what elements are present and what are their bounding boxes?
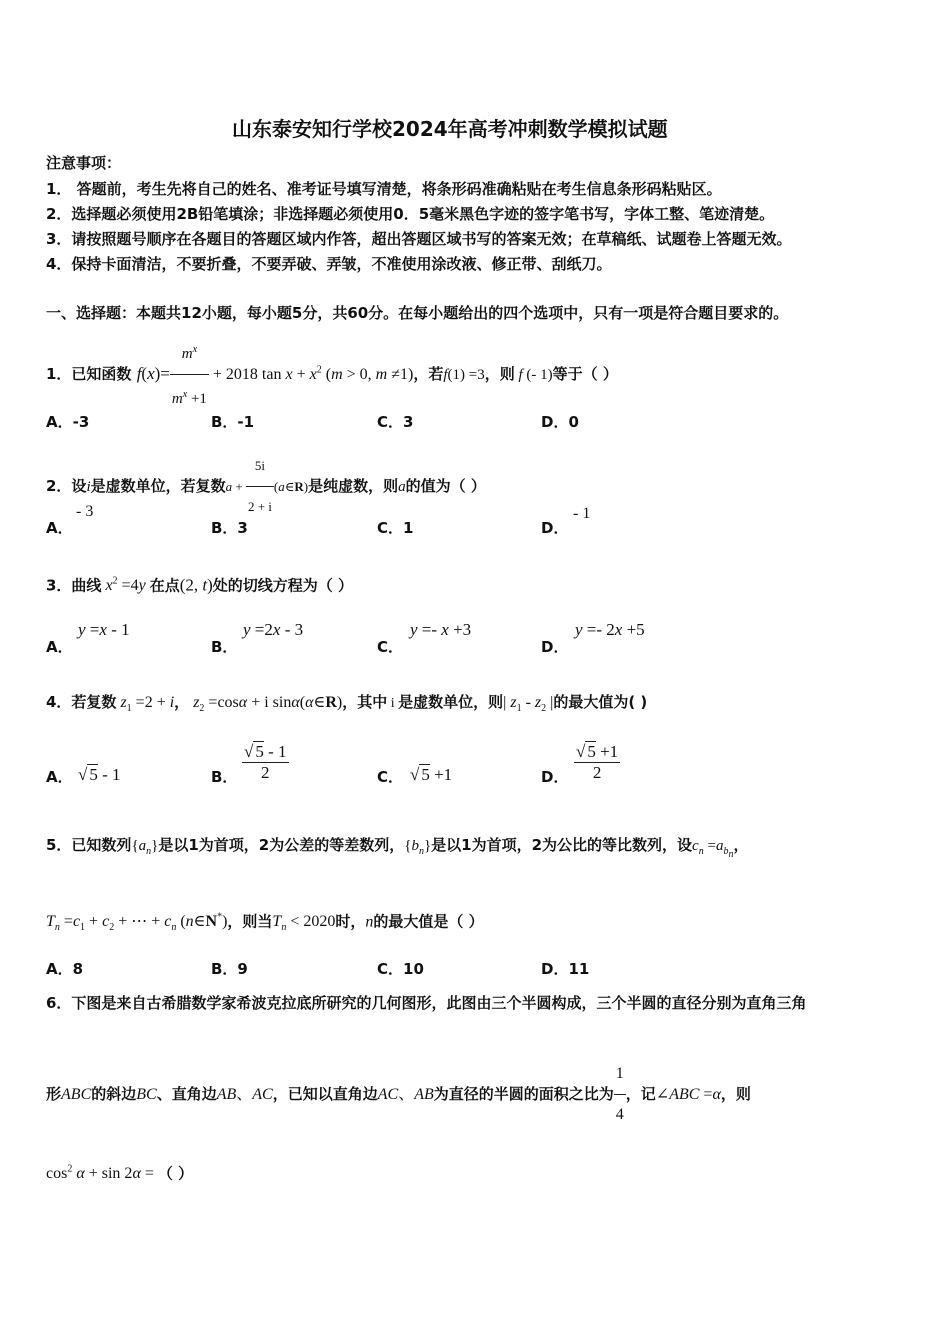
option-d-formula: $\frac{√ 5 +1}{2}$ — [576, 742, 619, 782]
question-5: 5．已知数列$\{a_n\}$是以1为首项，2为公差的等差数列，$\{b_n\}$是以1为首项，2为公比的等比数列，设$c_n =a_{b_n}$， — [46, 836, 749, 860]
notice-item: 1． 答题前，考生先将自己的姓名、准考证号填写清楚，将条形码准确粘贴在考生信息条形码粘贴区。 — [46, 180, 722, 198]
option-c-formula: y =- x +3 — [410, 620, 472, 639]
question-6-line3: $\cos^2 \alpha + \sin 2\alpha$ = （ ） — [46, 1164, 194, 1183]
option-b: B． — [211, 638, 238, 656]
option-d: D．0 — [541, 413, 579, 431]
option-a: A．-3 — [46, 413, 90, 431]
option-c: C． — [377, 768, 404, 786]
option-d: D． — [541, 638, 569, 656]
question-3: 3．曲线 $x^2 =4y$ 在点(2, t)处的切线方程为（ ） — [46, 575, 354, 595]
question-1: 1．已知函数 f(x)= $\frac{m^x}{m^x +1}$ + 2018 $\tan x + x^2$ (m > 0, m ≠1)，若f(1) =3，则 f (- 1)等于（ ） — [46, 330, 618, 419]
option-a-formula: y =x - 1 — [78, 620, 130, 639]
option-d-formula: y =- 2x +5 — [575, 620, 645, 639]
option-a-value: - 3 — [76, 503, 94, 520]
option-c-formula: √ 5 +1 — [410, 765, 453, 784]
option-b-formula: $\frac{√ 5 - 1}{2}$ — [244, 742, 287, 782]
option-a: A． — [46, 638, 73, 656]
option-c: C． — [377, 638, 404, 656]
page-title: 山东泰安知行学校2024年高考冲刺数学模拟试题 — [232, 117, 668, 141]
question-2: 2．设i是虚数单位，若复数a + $\frac{5i}{2 + i}$ (a∈R)是纯虚数，则a的值为（ ） — [46, 446, 486, 527]
option-b: B．3 — [211, 519, 248, 537]
option-c: C．1 — [377, 519, 414, 537]
notice-heading: 注意事项： — [46, 154, 122, 172]
notice-item: 4．保持卡面清洁，不要折叠，不要弄破、弄皱，不准使用涂改液、修正带、刮纸刀。 — [46, 255, 612, 273]
option-a: A． — [46, 768, 73, 786]
notice-item: 2．选择题必须使用2B铅笔填涂；非选择题必须使用0．5毫米黑色字迹的签字笔书写，字体工整、笔迹清楚。 — [46, 205, 775, 223]
option-d-value: - 1 — [573, 505, 591, 522]
option-b: B．-1 — [211, 413, 255, 431]
option-b: B．9 — [211, 960, 248, 978]
option-d: D． — [541, 519, 569, 537]
section-heading: 一、选择题：本题共12小题，每小题5分，共60分。在每小题给出的四个选项中，只有一项是符合题目要求的。 — [46, 304, 789, 322]
option-c: C．3 — [377, 413, 414, 431]
notice-item: 3．请按照题号顺序在各题目的答题区域内作答，超出答题区域书写的答案无效；在草稿纸、试题卷上答题无效。 — [46, 230, 792, 248]
question-6: 6．下图是来自古希腊数学家希波克拉底所研究的几何图形，此图由三个半圆构成，三个半圆的直径分别为直角三角 — [46, 994, 807, 1012]
question-4: 4．若复数 $z_1 =2 + i$， $z_2 =\cos\alpha + i$ sinα(α∈R)，其中 i 是虚数单位，则| $z_1 - z_2$ |的最大值为( ) — [46, 693, 648, 715]
option-a: A．8 — [46, 960, 84, 978]
option-d: D． — [541, 768, 569, 786]
option-b-formula: y =2x - 3 — [243, 620, 304, 639]
question-6-line2: 形ABC的斜边BC、直角边AB、AC，已知以直角边AC、AB为直径的半圆的面积之比为 $\frac{1}{4}$ ，记∠ABC =α，则 — [46, 1054, 751, 1135]
option-b: B． — [211, 768, 238, 786]
option-a: A． — [46, 519, 73, 537]
option-a-formula: √ 5 - 1 — [78, 765, 121, 784]
question-5-line2: $T_n =c_1 + c_2$ + ⋯ + $c_n$ (n∈N*)，则当$T_n < 2020$时，n的最大值是（ ） — [46, 912, 484, 934]
option-d: D．11 — [541, 960, 590, 978]
option-c: C．10 — [377, 960, 424, 978]
